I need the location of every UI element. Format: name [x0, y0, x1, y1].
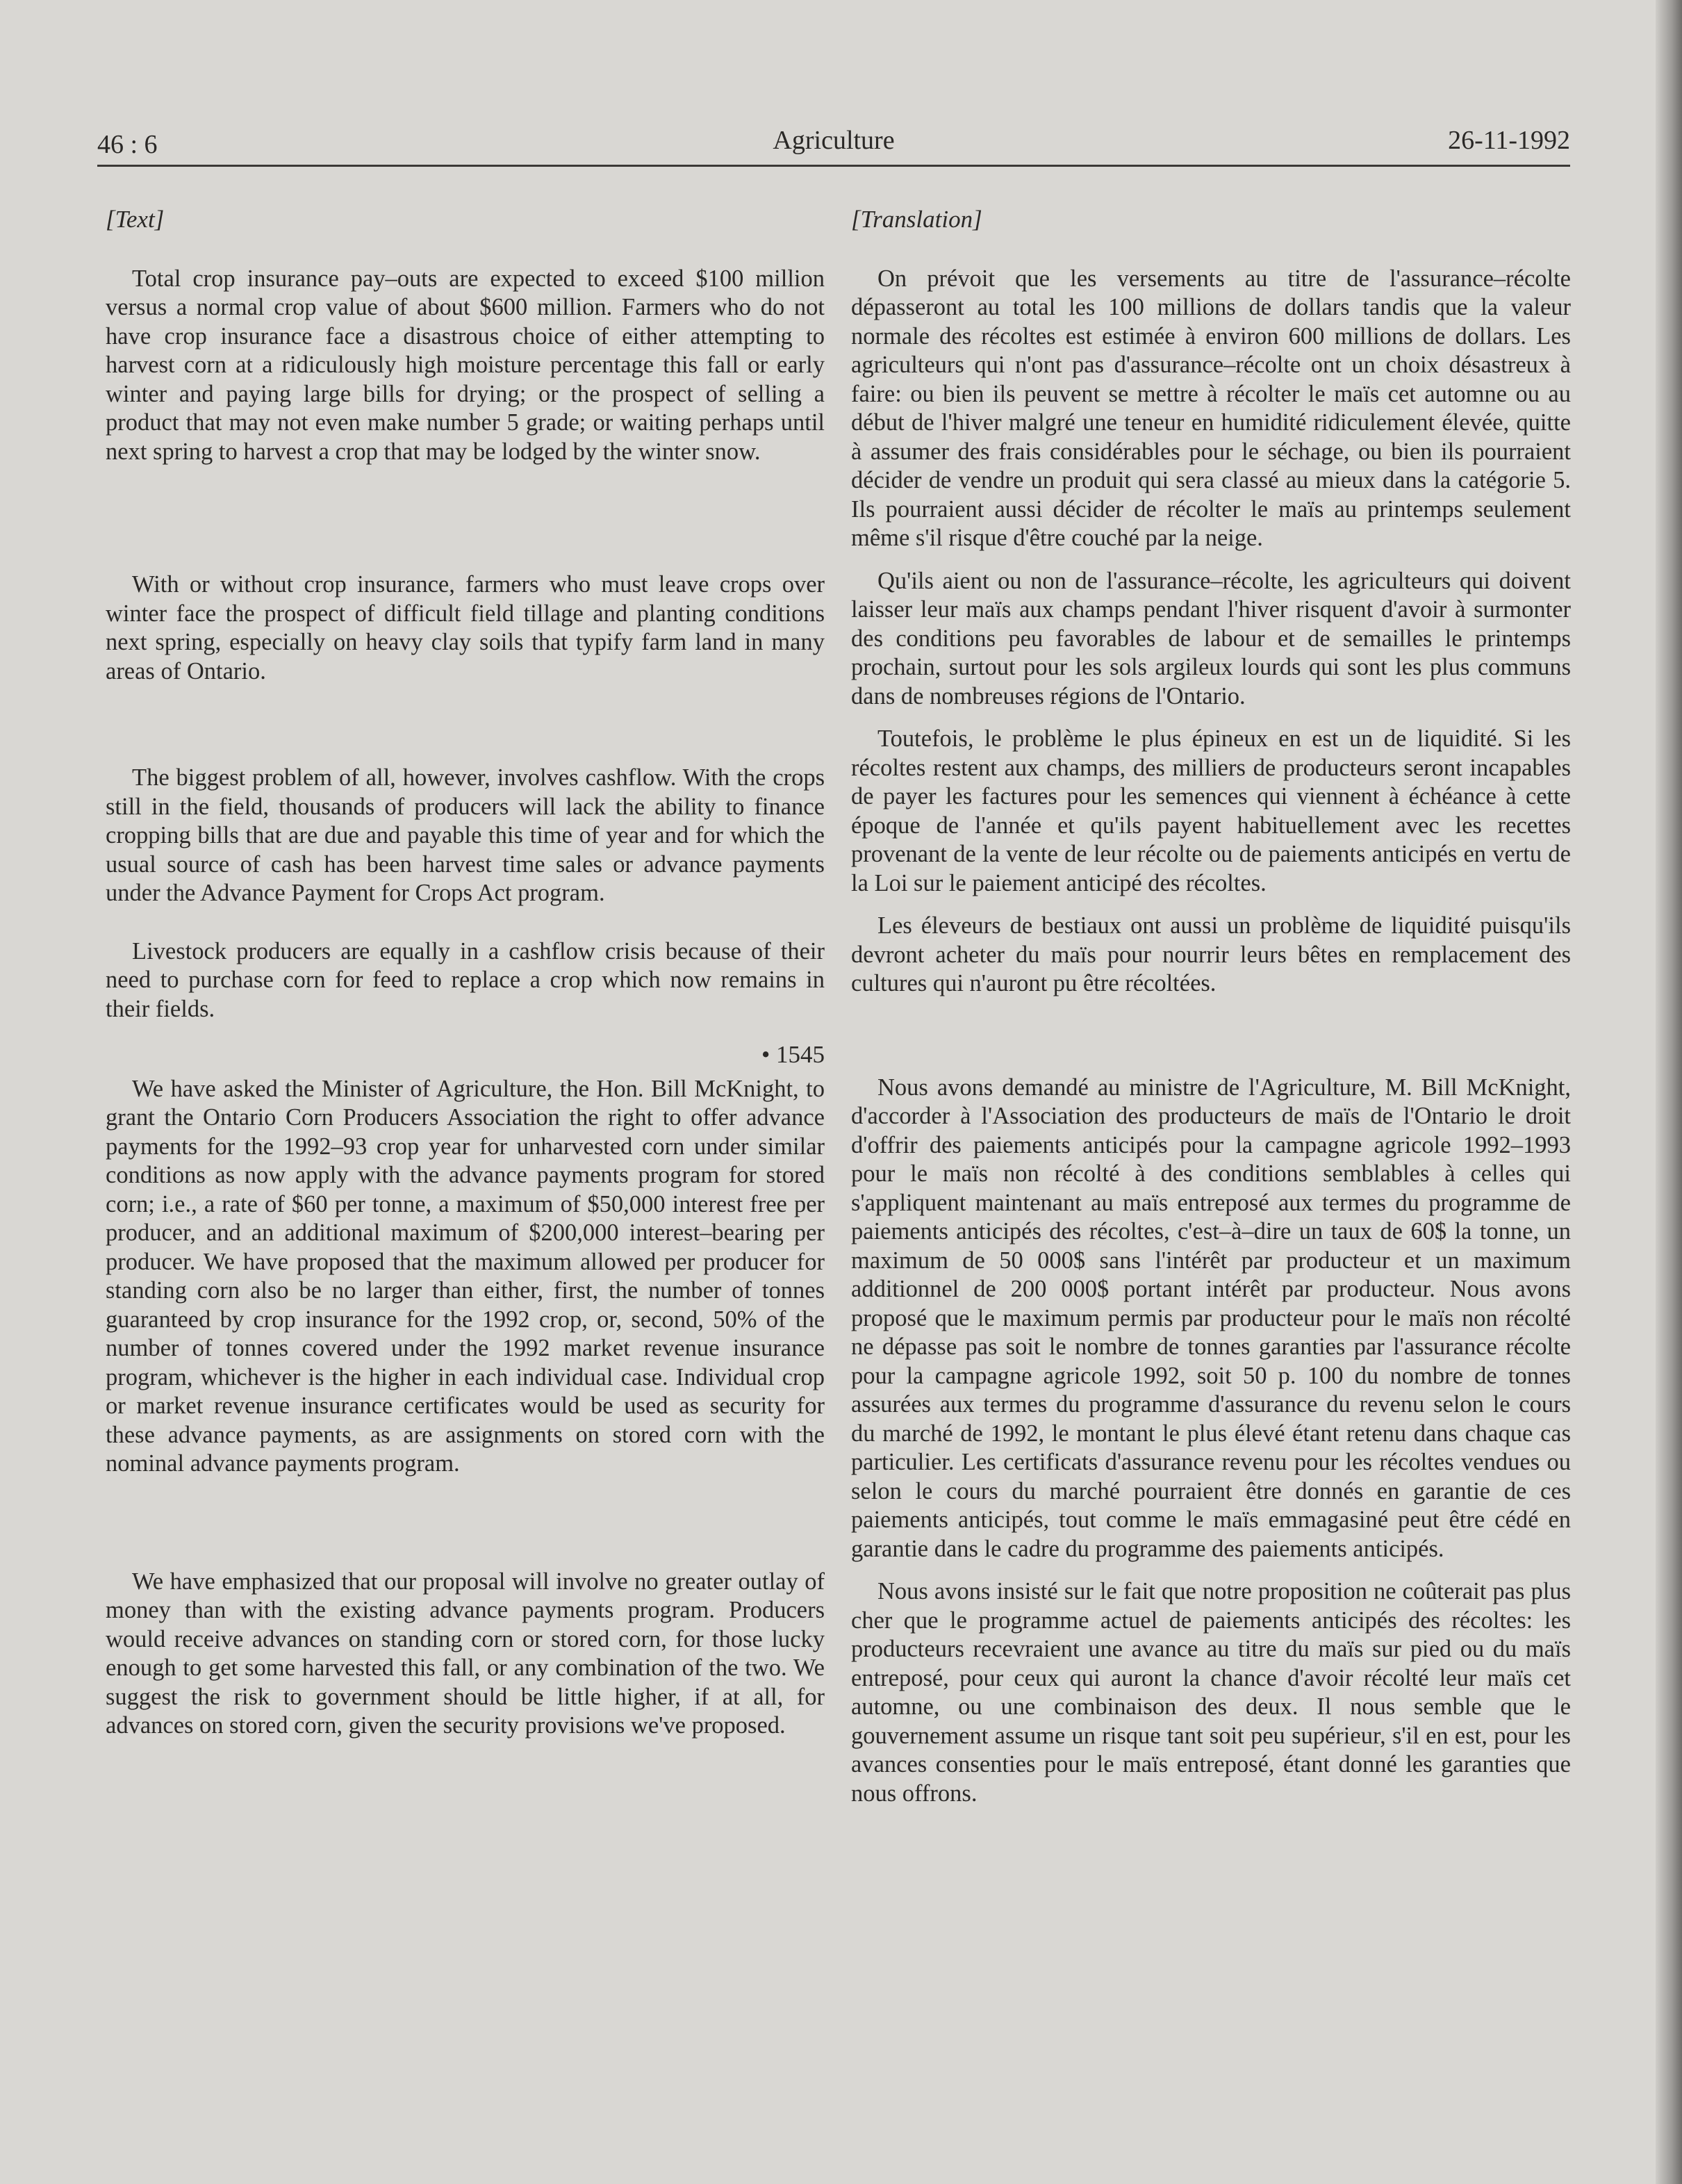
page-edge-shadow [1656, 0, 1682, 2184]
english-paragraph-5: We have asked the Minister of Agriculture, the Hon. Bill McKnight, to grant the Ontario Corn Producers Association the right to offer advance payments for the 1992–93 crop year for unharvested corn under similar conditions as now apply with the advance payments program for stored corn; i.e., a rate of $60 per tonne, a maximum of $50,000 interest free per producer, and an additional maximum of $200,000 interest–bearing per producer. We have proposed that the maximum allowed per producer for standing corn also be no larger than either, first, the number of tonnes guaranteed by crop insurance for the 1992 crop, or, second, 50% of the number of tonnes covered under the 1992 market revenue insurance program, whichever is the higher in each individual case. Individual crop or market revenue insurance certificates would be used as security for these advance payments, as are assignments on stored corn with the nominal advance payments program. [106, 1075, 825, 1477]
page-date: 26-11-1992 [1448, 126, 1570, 155]
page-header [97, 125, 1570, 167]
french-paragraph-1: On prévoit que les versements au titre de l'assurance–récolte dépasseront au total les 100 millions de dollars tandis que la valeur normale des récoltes est estimée à environ 600 millions de dollars. Les agriculteurs qui n'ont pas d'assurance–récolte ont un choix désastreux à faire: ou bien ils peuvent se mettre à récolter le maïs cet automne ou au début de l'hiver malgré une teneur en humidité ridiculement élevée, quitte à assumer des frais considérables pour le séchage, ou bien ils pourraient décider de vendre un produit qui sera classé au mieux dans la catégorie 5. Ils pourraient aussi décider de récolter le maïs au printemps seulement même s'il risque d'être couché par la neige. [851, 265, 1571, 551]
french-label: [Translation] [851, 206, 982, 233]
english-paragraph-2: With or without crop insurance, farmers who must leave crops over winter face the prospect of difficult field tillage and planting conditions next spring, especially on heavy clay soils that typify farm land in many areas of Ontario. [106, 571, 825, 684]
header-rule [97, 165, 1570, 167]
page-number: 46 : 6 [97, 130, 158, 159]
french-paragraph-5: Nous avons demandé au ministre de l'Agriculture, M. Bill McKnight, d'accorder à l'Association des producteurs de maïs de l'Ontario le droit d'offrir des paiements anticipés pour la campagne agricole 1992–1993 pour le maïs non récolté à des conditions semblables à celles qui s'appliquent maintenant au maïs entreposé aux termes du programme de paiements anticipés des récoltes, c'est–à–dire un taux de 60$ la tonne, un maximum de 50 000$ sans l'intérêt par producteur et un maximum additionnel de 200 000$ portant intérêt par producteur. Nous avons proposé que le maximum permis par producteur pour le maïs non récolté ne dépasse pas soit le nombre de tonnes garanties par l'assurance récolte pour la campagne agricole 1992, soit 50 p. 100 du nombre de tonnes assurées aux termes du programme d'assurance du revenu selon le cours du marché de 1992, le montant le plus élevé étant retenu dans chaque cas particulier. Les certificats d'assurance revenu pour les récoltes vendues ou selon le cours du marché pourraient être donnés en garantie de ces paiements anticipés, tout comme le maïs emmagasiné peut être cédé en garantie dans le cadre du programme des paiements anticipés. [851, 1074, 1571, 1562]
english-paragraph-1: Total crop insurance pay–outs are expected to exceed $100 million versus a normal crop value of about $600 million. Farmers who do not have crop insurance face a disastrous choice of either attempting to harvest corn at a ridiculously high moisture percentage this fall or early winter and paying large bills for drying; or the prospect of selling a product that may not even make number 5 grade; or waiting perhaps until next spring to harvest a crop that may be lodged by the winter snow. [106, 265, 825, 465]
french-column [851, 205, 1571, 1822]
page-title: Agriculture [773, 126, 895, 155]
time-marker: • 1545 [761, 1041, 825, 1068]
french-paragraph-3: Toutefois, le problème le plus épineux en est un de liquidité. Si les récoltes restent aux champs, des milliers de producteurs seront incapables de payer les factures pour les semences qui viennent à échéance à cette époque de l'année et qu'ils payent habituellement avec les recettes provenant de la vente de leur récolte ou de paiements anticipés en vertu de la Loi sur le paiement anticipé des récoltes. [851, 725, 1571, 896]
english-paragraph-4: Livestock producers are equally in a cashflow crisis because of their need to purchase corn for feed to replace a crop which now remains in their fields. [106, 937, 825, 1022]
french-paragraph-4: Les éleveurs de bestiaux ont aussi un problème de liquidité puisqu'ils devront acheter du maïs pour nourrir leurs bêtes en remplacement des cultures qui n'auront pu être récoltées. [851, 912, 1571, 996]
french-paragraph-2: Qu'ils aient ou non de l'assurance–récolte, les agriculteurs qui doivent laisser leur maïs aux champs pendant l'hiver risquent d'avoir à surmonter des conditions peu favorables de labour et de semailles le printemps prochain, surtout pour les sols argileux lourds qui sont les plus communs dans de nombreuses régions de l'Ontario. [851, 567, 1571, 709]
english-column [106, 205, 825, 1741]
english-paragraph-6: We have emphasized that our proposal will involve no greater outlay of money than with the existing advance payments program. Producers would receive advances on standing corn or stored corn, for those lucky enough to get some harvested this fall, or any combination of the two. We suggest the risk to government should be little higher, if at all, for advances on stored corn, given the security provisions we've proposed. [106, 1568, 825, 1739]
english-paragraph-3: The biggest problem of all, however, involves cashflow. With the crops still in the field, thousands of producers will lack the ability to finance cropping bills that are due and payable this time of year and for which the usual source of cash has been harvest time sales or advance payments under the Advance Payment for Crops Act program. [106, 764, 825, 906]
english-label: [Text] [106, 206, 165, 233]
french-paragraph-6: Nous avons insisté sur le fait que notre proposition ne coûterait pas plus cher que le programme actuel de paiements anticipés des récoltes: les producteurs recevraient une avance au titre du maïs sur pied ou du maïs entreposé, pour ceux qui auront la chance d'avoir récolté leur maïs cet automne, ou une combinaison des deux. Il nous semble que le gouvernement assume un risque tant soit peu supérieur, s'il en est, pour les avances consenties pour le maïs entreposé, étant donné les garanties que nous offrons. [851, 1578, 1571, 1807]
